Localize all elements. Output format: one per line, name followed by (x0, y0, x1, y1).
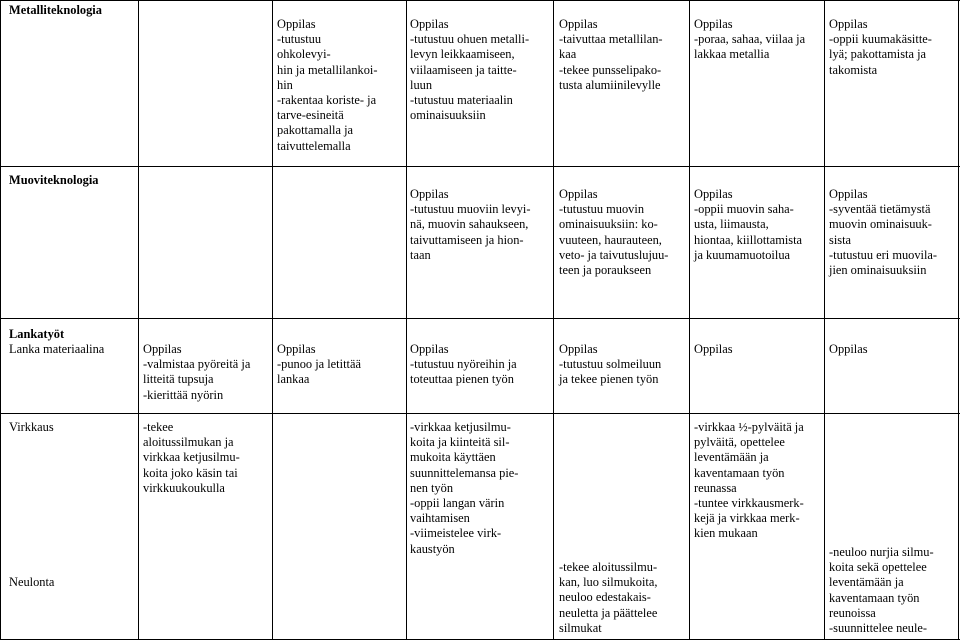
row-sublabel-yarn: Lanka materiaalina (9, 342, 105, 356)
yarn-cell-col5: Oppilas (829, 342, 868, 356)
grid-line (553, 0, 554, 640)
plastic-cell-col3: Oppilas -tutustuu muovin ominaisuuksiin: ko- vuuteen, haurauteen, veto- ja taivutuslujuu- teen ja poraukseen (559, 187, 669, 278)
metal-cell-col4: Oppilas -poraa, sahaa, viilaa ja lakkaa metallia (694, 17, 806, 62)
grid-line (0, 166, 960, 167)
knit-cell-col3: -tekee aloitussilmu- kan, luo silmukoita, neuloo edestakais- neuletta ja päättelee silmukat (559, 560, 658, 635)
yarn-cell-col2: Oppilas -tutustuu nyöreihin ja toteuttaa pienen työn (410, 342, 517, 387)
grid-line (272, 0, 273, 640)
grid-line (406, 0, 407, 640)
row-label-metal: Metalliteknologia (9, 3, 102, 17)
crochet-cell-col4: -virkkaa ½-pylväitä ja pylväitä, opettelee leventämään ja kaventamaan työn reunassa -tuntee virkkausmerk- kejä ja virkkaa merk- kien mukaan (694, 420, 804, 541)
grid-line (0, 0, 960, 1)
plastic-cell-col2: Oppilas -tutustuu muoviin levyi- nä, muovin sahaukseen, taivuttamiseen ja hion- taan (410, 187, 531, 262)
row-label-crochet: Virkkaus (9, 420, 54, 434)
crochet-cell-col0: -tekee aloitussilmukan ja virkkaa ketjusilmu- koita joko käsin tai virkkuukoukulla (143, 420, 240, 495)
grid-line (0, 0, 1, 640)
metal-cell-col5: Oppilas -oppii kuumakäsitte- lyä; pakottamista ja takomista (829, 17, 932, 77)
row-label-plastic: Muoviteknologia (9, 173, 99, 187)
crochet-cell-col2: -virkkaa ketjusilmu- koita ja kiinteitä sil- mukoita käyttäen suunnittelemansa pie- nen työn -oppii langan värin vaihtamisen -viimeistelee virk- kaustyön (410, 420, 519, 556)
grid-line (824, 0, 825, 640)
plastic-cell-col4: Oppilas -oppii muovin saha- usta, liimausta, hiontaa, kiillottamista ja kuumamuotoilua (694, 187, 803, 262)
grid-line (689, 0, 690, 640)
yarn-cell-col4: Oppilas (694, 342, 733, 356)
grid-line (0, 413, 960, 414)
grid-line (138, 0, 139, 640)
grid-line (0, 318, 960, 319)
yarn-cell-col1: Oppilas -punoo ja letittää lankaa (277, 342, 361, 387)
row-label-knit: Neulonta (9, 575, 55, 589)
knit-cell-col5: -neuloo nurjia silmu- koita sekä opettelee leventämään ja kaventamaan työn reunoissa -suunnittelee neule- (829, 545, 934, 636)
metal-cell-col1: Oppilas -tutustuu ohkolevyi- hin ja metallilankoi- hin -rakentaa koriste- ja tarve-esineitä pakottamalla ja taivuttelemalla (277, 17, 378, 153)
yarn-cell-col0: Oppilas -valmistaa pyöreitä ja litteitä tupsuja -kierittää nyörin (143, 342, 251, 402)
yarn-cell-col3: Oppilas -tutustuu solmeiluun ja tekee pienen työn (559, 342, 662, 387)
plastic-cell-col5: Oppilas -syventää tietämystä muovin ominaisuuk- sista -tutustuu eri muovila- jien ominaisuuksiin (829, 187, 938, 278)
metal-cell-col2: Oppilas -tutustuu ohuen metalli- levyn leikkaamiseen, viilaamiseen ja taitte- luun -tutustuu materiaalin ominaisuuksiin (410, 17, 530, 123)
row-label-yarn: Lankatyöt (9, 327, 65, 341)
metal-cell-col3: Oppilas -taivuttaa metallilan- kaa -tekee punsselipako- tusta alumiinilevylle (559, 17, 663, 92)
grid-line (958, 0, 959, 640)
